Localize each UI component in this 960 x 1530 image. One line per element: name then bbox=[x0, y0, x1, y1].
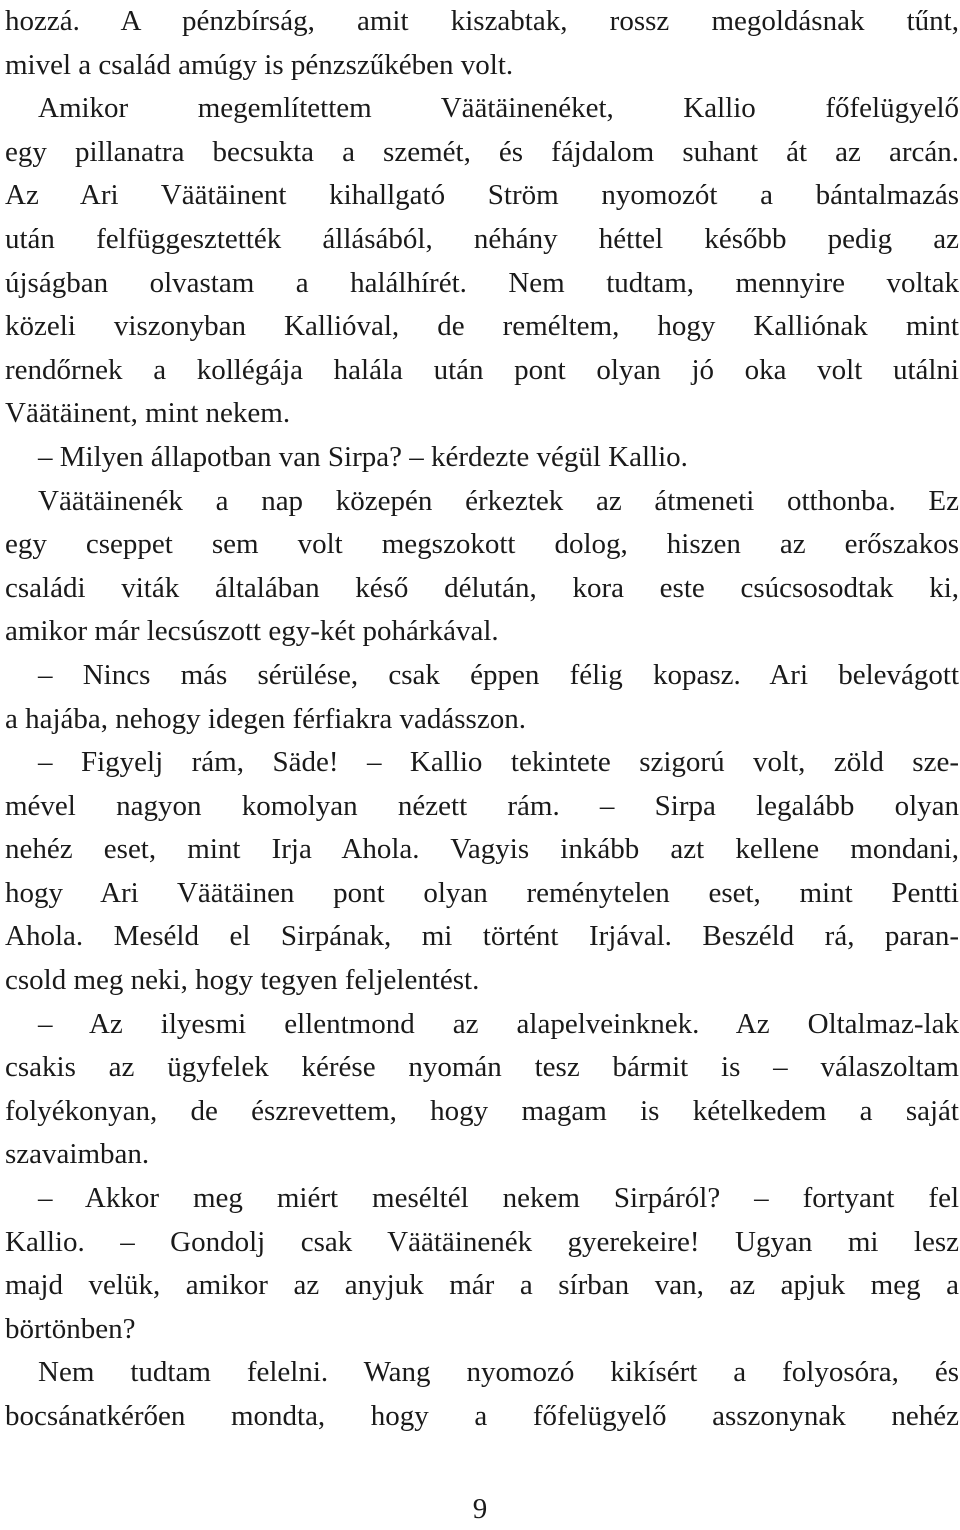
text-line: családi viták általában késő délután, kora este csúcsosodtak ki, bbox=[5, 571, 959, 604]
text-line: Kallio. – Gondolj csak Väätäinenék gyerekeire! Ugyan mi lesz bbox=[5, 1225, 959, 1258]
text-line: csakis az ügyfelek kérése nyomán tesz bármit is – válaszoltam bbox=[5, 1051, 959, 1084]
text-line: – Figyelj rám, Säde! – Kallio tekintete szigorú volt, zöld sze- bbox=[38, 746, 959, 779]
text-line: egy pillanatra becsukta a szemét, és fájdalom suhant át az arcán. bbox=[5, 135, 959, 168]
text-line: után felfüggesztették állásából, néhány héttel később pedig az bbox=[5, 222, 959, 255]
text-line: mivel a család amúgy is pénzszűkében volt. bbox=[5, 48, 514, 81]
body-text bbox=[5, 0, 959, 1439]
text-line: a hajába, nehogy idegen férfiakra vadásszon. bbox=[5, 702, 526, 735]
text-line: szavaimban. bbox=[5, 1138, 150, 1171]
text-line: hozzá. A pénzbírság, amit kiszabtak, rossz megoldásnak tűnt, bbox=[5, 5, 959, 37]
text-line: rendőrnek a kollégája halála után pont olyan jó oka volt utálni bbox=[5, 353, 959, 386]
text-line: Väätäinent, mint nekem. bbox=[5, 397, 291, 430]
text-line: – Akkor meg miért meséltél nekem Sirpáról? – fortyant fel bbox=[38, 1182, 959, 1215]
text-line: börtönben? bbox=[5, 1312, 136, 1345]
text-line: újságban olvastam a halálhírét. Nem tudtam, mennyire voltak bbox=[5, 266, 959, 299]
text-line: nehéz eset, mint Irja Ahola. Vagyis inkább azt kellene mondani, bbox=[5, 833, 959, 866]
text-line: – Milyen állapotban van Sirpa? – kérdezte végül Kallio. bbox=[38, 440, 688, 473]
text-line: közeli viszonyban Kallióval, de reméltem, hogy Kalliónak mint bbox=[5, 310, 959, 343]
text-line: Amikor megemlítettem Väätäinenéket, Kallio főfelügyelő bbox=[38, 92, 959, 125]
text-line: – Az ilyesmi ellentmond az alapelveinknek. Az Oltalmaz-lak bbox=[38, 1007, 959, 1040]
text-line: egy cseppet sem volt megszokott dolog, hiszen az erőszakos bbox=[5, 528, 959, 561]
text-line: Väätäinenék a nap közepén érkeztek az átmeneti otthonba. Ez bbox=[38, 484, 959, 517]
text-line: amikor már lecsúszott egy-két pohárkával. bbox=[5, 615, 499, 648]
text-line: folyékonyan, de észrevettem, hogy magam is kételkedem a saját bbox=[5, 1094, 959, 1127]
text-line: – Nincs más sérülése, csak éppen félig kopasz. Ari belevágott bbox=[38, 658, 959, 691]
page-number: 9 bbox=[472, 1493, 488, 1525]
text-line: majd velük, amikor az anyjuk már a sírban van, az apjuk meg a bbox=[5, 1269, 959, 1302]
text-line: Az Ari Väätäinent kihallgató Ström nyomozót a bántalmazás bbox=[5, 179, 959, 212]
text-line: Ahola. Meséld el Sirpának, mi történt Irjával. Beszéld rá, paran- bbox=[5, 920, 959, 953]
text-line: bocsánatkérően mondta, hogy a főfelügyelő asszonynak nehéz bbox=[5, 1400, 959, 1432]
text-line: csold meg neki, hogy tegyen feljelentést. bbox=[5, 964, 480, 997]
text-line: mével nagyon komolyan nézett rám. – Sirpa legalább olyan bbox=[5, 789, 959, 822]
text-line: Nem tudtam felelni. Wang nyomozó kikísért a folyosóra, és bbox=[38, 1356, 959, 1389]
text-line: hogy Ari Väätäinen pont olyan reménytelen eset, mint Pentti bbox=[5, 876, 959, 909]
